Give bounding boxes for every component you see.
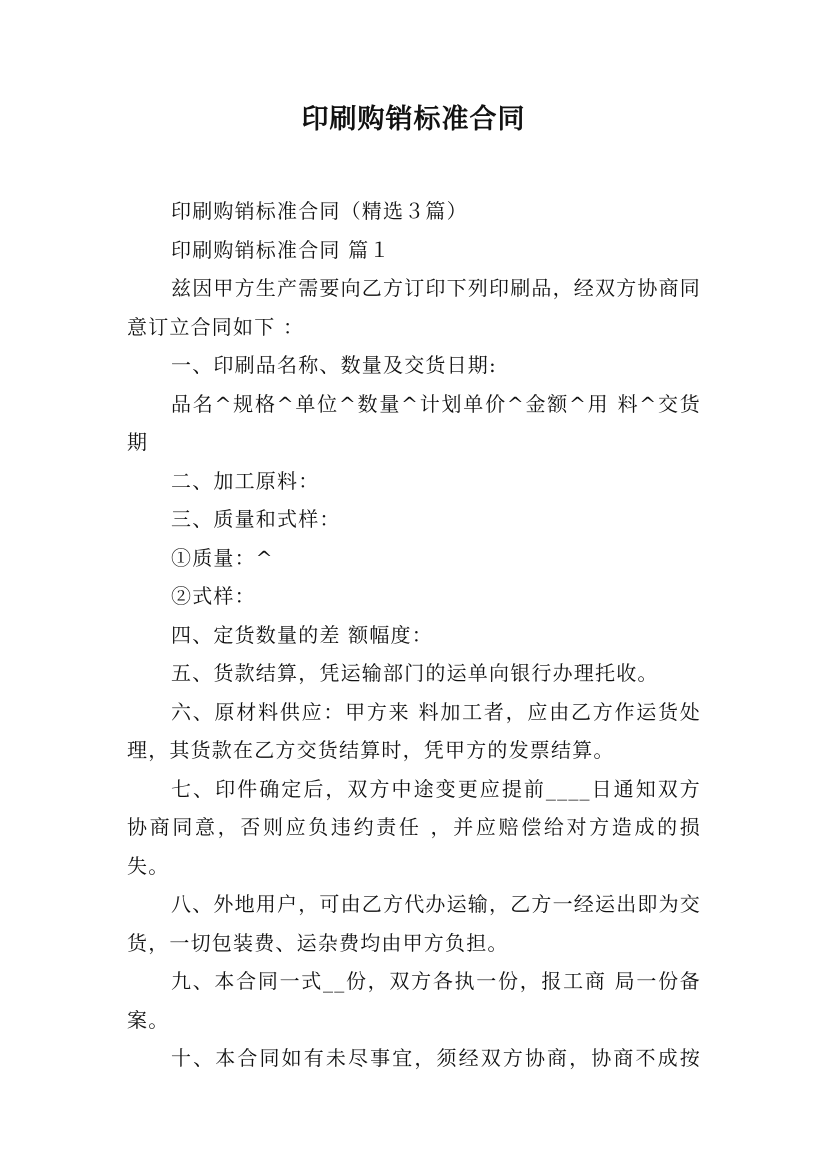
paragraph-preamble: 兹因甲方生产需要向乙方订印下列印刷品，经双方协商同意订立合同如下 ：	[127, 276, 701, 339]
paragraph-clause-5: 五、货款结算，凭运输部门的运单向银行办理托收。	[171, 661, 659, 685]
document-title: 印刷购销标准合同	[301, 104, 526, 135]
paragraph-clause-10: 十、本合同如有未尽事宜，须经双方协商，协商不成按	[171, 1046, 701, 1070]
paragraph-clause-3: 三、质量和式样：	[171, 507, 341, 531]
paragraph-clause-8: 八、外地用户，可由乙方代办运输，乙方一经运出即为交货，一切包装费、运杂费均由甲方负担。	[127, 892, 701, 955]
paragraph-clause-9: 九、本合同一式__份，双方各执一份，报工商 局一份备案。	[127, 969, 701, 1032]
paragraph-clause-4: 四、定货数量的差 额幅度：	[171, 622, 433, 647]
paragraph-clause-7: 七、印件确定后，双方中途变更应提前____日通知双方协商同意，否则应负违约责任 ，并应赔偿给对方造成的损失。	[127, 776, 701, 878]
document-body	[127, 192, 701, 1078]
paragraph-style: ②式样：	[171, 584, 256, 608]
paragraph-subtitle: 印刷购销标准合同（精选３篇）	[171, 199, 468, 223]
paragraph-section-heading: 印刷购销标准合同 篇１	[171, 237, 391, 262]
paragraph-clause-1: 一、印刷品名称、数量及交货日期:	[171, 353, 497, 377]
paragraph-item-list: 品名^规格^单位^数量^计划单价^金额^用 料^交货期	[127, 391, 701, 454]
paragraph-clause-6: 六、原材料供应：甲方来 料加工者，应由乙方作运货处理，其货款在乙方交货结算时，凭甲方的发票结算。	[127, 699, 701, 762]
paragraph-clause-2: 二、加工原料：	[171, 468, 320, 493]
paragraph-quality: ①质量：^	[171, 545, 274, 570]
